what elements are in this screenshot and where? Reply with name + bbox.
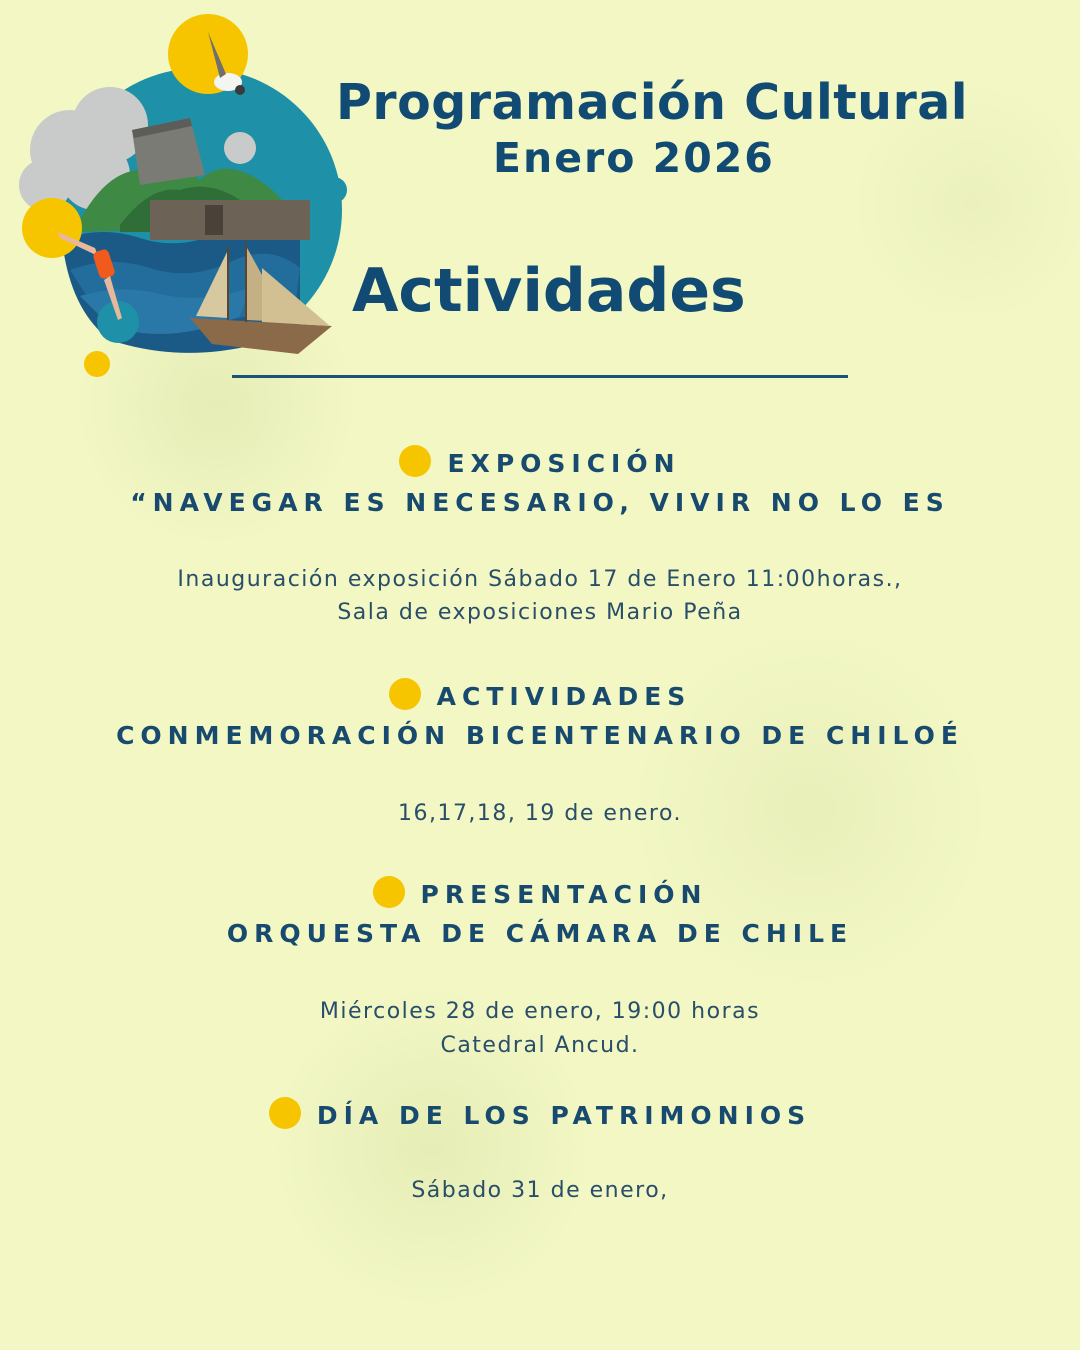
event-title-exposicion: “NAVEGAR ES NECESARIO, VIVIR NO LO ES	[130, 488, 950, 517]
bullet-dot-icon	[373, 876, 405, 908]
event-detail: Sala de exposiciones Mario Peña	[337, 600, 743, 625]
yellow-circle-left	[22, 198, 82, 258]
event-detail: Miércoles 28 de enero, 19:00 horas	[319, 999, 761, 1024]
page-subtitle-date: Enero 2026	[493, 134, 775, 182]
page-title: Programación Cultural	[336, 74, 969, 131]
yellow-dot-small	[84, 351, 110, 377]
event-heading-exposicion: EXPOSICIÓN	[0, 445, 1080, 478]
section-title: Actividades	[352, 256, 746, 326]
divider-line	[232, 375, 848, 378]
event-detail: Catedral Ancud.	[440, 1033, 640, 1058]
bullet-dot-icon	[269, 1097, 301, 1129]
event-detail: 16,17,18, 19 de enero.	[397, 801, 683, 826]
event-heading-actividades: ACTIVIDADES	[0, 678, 1080, 711]
event-detail: Sábado 31 de enero,	[411, 1178, 669, 1203]
cultural-collage-illustration	[0, 0, 360, 390]
teal-dot-small	[321, 177, 347, 203]
bullet-dot-icon	[399, 445, 431, 477]
event-heading-presentacion: PRESENTACIÓN	[0, 876, 1080, 909]
bullet-dot-icon	[389, 678, 421, 710]
event-title-orquesta: ORQUESTA DE CÁMARA DE CHILE	[226, 919, 854, 948]
event-heading-patrimonios: DÍA DE LOS PATRIMONIOS	[0, 1097, 1080, 1130]
event-title-bicentenario: CONMEMORACIÓN BICENTENARIO DE CHILOÉ	[116, 721, 964, 750]
event-detail: Inauguración exposición Sábado 17 de Enero 11:00horas.,	[177, 567, 903, 592]
